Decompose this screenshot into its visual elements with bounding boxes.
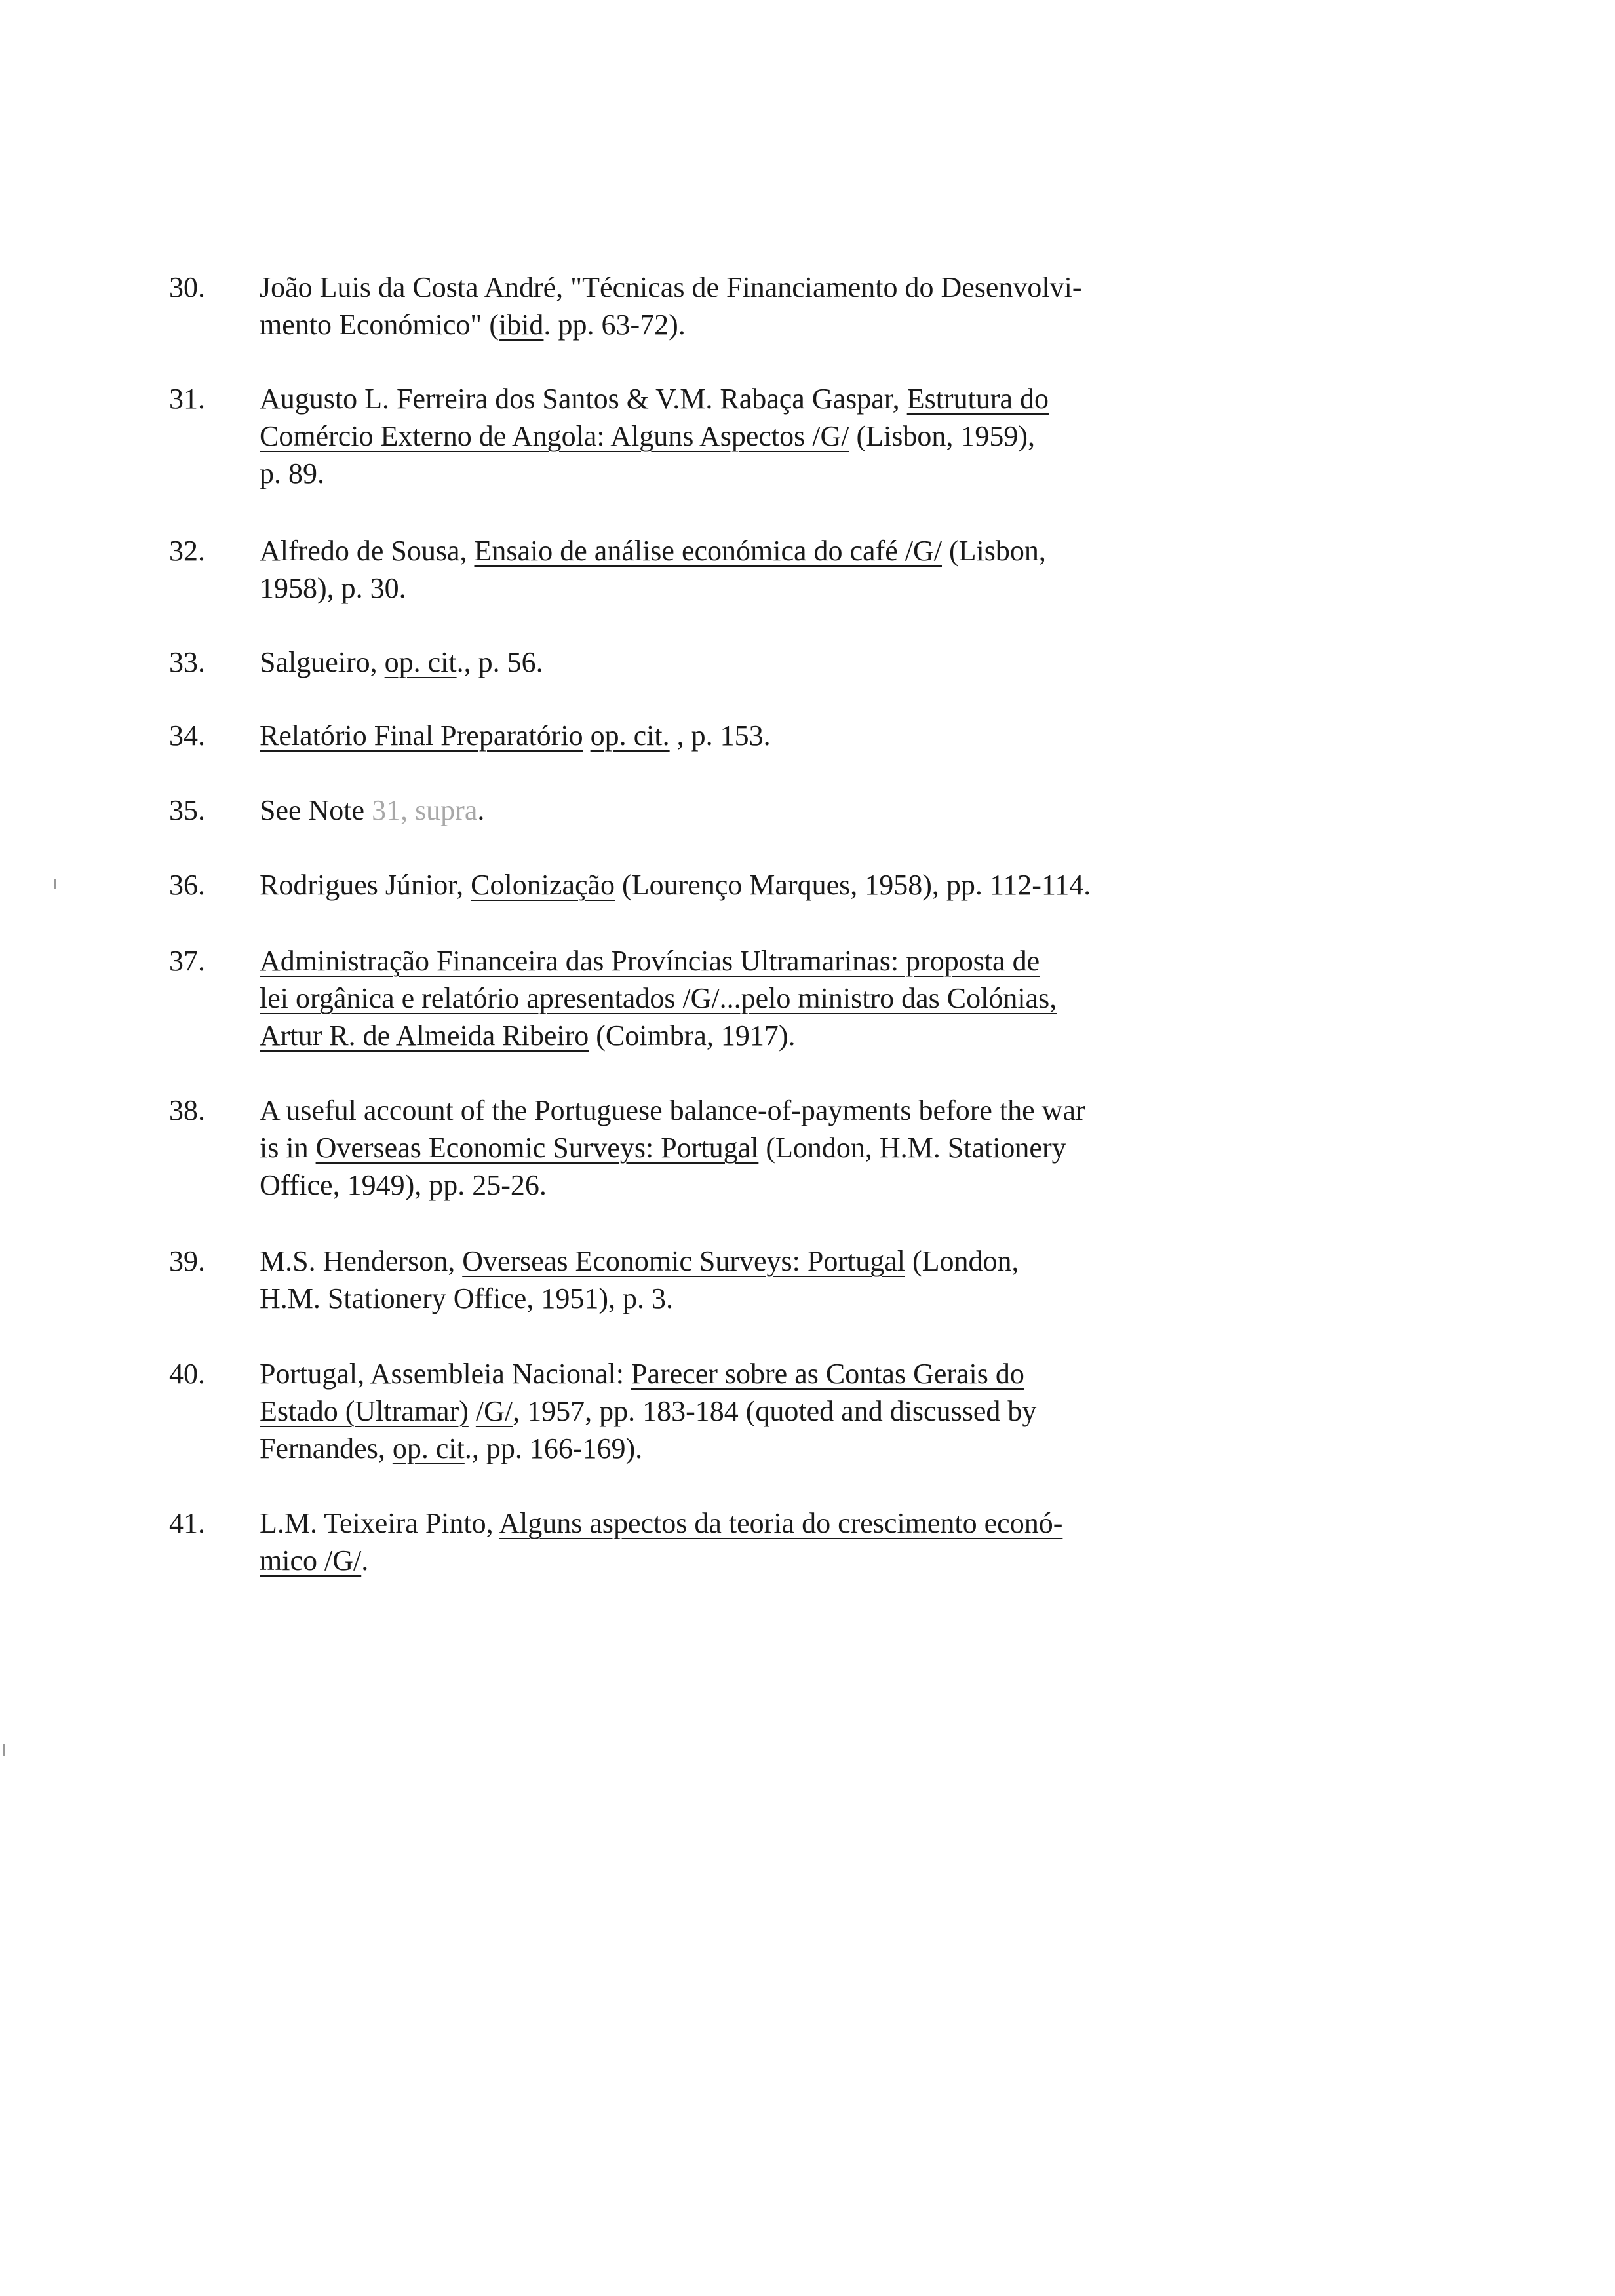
footnote-line (260, 1430, 1374, 1467)
underlined-title: Overseas Economic Surveys: Portugal (462, 1245, 905, 1277)
footnote-line (260, 1166, 1374, 1204)
footnote-number: 34. (169, 719, 205, 752)
text-segment: Augusto L. Ferreira dos Santos & V.M. Rabaça Gaspar, (260, 383, 907, 415)
text-segment: p. 89. (260, 457, 324, 489)
underlined-title: Comércio Externo de Angola: Alguns Aspectos /G/ (260, 420, 849, 452)
footnote-text (260, 717, 1374, 754)
footnote-line (260, 1504, 1374, 1542)
text-segment: See Note (260, 794, 372, 826)
text-segment: L.M. Teixeira Pinto, (260, 1507, 499, 1539)
footnote-line (260, 1092, 1374, 1129)
footnote-line (260, 1129, 1374, 1166)
footnote-text (260, 269, 1374, 343)
footnote-number: 33. (169, 646, 205, 678)
underlined-title: Alguns aspectos da teoria do crescimento econó- (499, 1507, 1063, 1539)
text-segment: M.S. Henderson, (260, 1245, 463, 1277)
text-segment: João Luis da Costa André, "Técnicas de Financiamento do Desenvolvi- (260, 271, 1082, 303)
footnote-text (260, 1504, 1374, 1579)
footnote-line (260, 569, 1374, 607)
footnote-line (260, 942, 1374, 980)
footnote-line (260, 532, 1374, 569)
underlined-title: Colonização (471, 869, 615, 901)
footnote-text (260, 1092, 1374, 1204)
text-segment: 1958), p. 30. (260, 572, 406, 604)
text-segment: Fernandes, (260, 1432, 393, 1464)
footnote-line (260, 1280, 1374, 1317)
underlined-title: Estado (Ultramar) (260, 1395, 469, 1427)
text-segment: (Lisbon, (941, 535, 1046, 567)
footnote-number: 40. (169, 1358, 205, 1390)
scan-speck (3, 1744, 5, 1756)
text-segment: , 1957, pp. 183-184 (quoted and discussed by (513, 1395, 1037, 1427)
text-segment: Office, 1949), pp. 25-26. (260, 1169, 547, 1201)
footnote-text (260, 1355, 1374, 1467)
text-segment: (Lisbon, 1959), (849, 420, 1035, 452)
underlined-title: mico /G/ (260, 1544, 362, 1577)
underlined-title: lei orgânica e relatório apresentados /G/...pelo ministro das Colónias, (260, 982, 1057, 1014)
text-segment: H.M. Stationery Office, 1951), p. 3. (260, 1282, 673, 1314)
footnote-number: 37. (169, 945, 205, 977)
footnote-number: 31. (169, 383, 205, 415)
underlined-title: Overseas Economic Surveys: Portugal (315, 1132, 759, 1164)
underlined-title: Artur R. de Almeida Ribeiro (260, 1020, 589, 1052)
text-segment: A useful account of the Portuguese balance-of-payments before the war (260, 1094, 1085, 1126)
text-segment: 31, supra (372, 794, 478, 826)
footnote-line (260, 1355, 1374, 1392)
text-segment: Portugal, Assembleia Nacional: (260, 1358, 631, 1390)
footnote-line (260, 717, 1374, 754)
footnote-text (260, 1242, 1374, 1317)
footnote-line (260, 643, 1374, 681)
underlined-title: op. cit (384, 646, 457, 678)
footnote-number: 35. (169, 794, 205, 826)
underlined-title: Estrutura do (906, 383, 1049, 415)
footnote-line (260, 866, 1374, 904)
underlined-title: Ensaio de análise económica do café /G/ (474, 535, 942, 567)
text-segment: Alfredo de Sousa, (260, 535, 475, 567)
text-segment: (London, H.M. Stationery (758, 1132, 1066, 1164)
text-segment: ., p. 56. (456, 646, 543, 678)
footnote-text (260, 866, 1374, 904)
footnote-line (260, 792, 1374, 829)
scan-speck (54, 879, 56, 889)
text-segment: , p. 153. (669, 719, 771, 752)
text-segment: (Lourenço Marques, 1958), pp. 112-114. (615, 869, 1091, 901)
footnote-line (260, 1542, 1374, 1579)
footnote-number: 30. (169, 271, 205, 303)
underlined-title: /G/ (475, 1395, 513, 1427)
text-segment (469, 1395, 476, 1427)
footnote-line (260, 417, 1374, 455)
footnote-number: 32. (169, 535, 205, 567)
footnote-text (260, 792, 1374, 829)
footnote-line (260, 455, 1374, 492)
text-segment: mento Económico" ( (260, 309, 499, 341)
footnote-number: 38. (169, 1094, 205, 1126)
text-segment: . pp. 63-72). (543, 309, 686, 341)
text-segment: . (477, 794, 485, 826)
text-segment: Salgueiro, (260, 646, 385, 678)
footnote-text (260, 942, 1374, 1054)
text-segment: (Coimbra, 1917). (589, 1020, 796, 1052)
text-segment: . (361, 1544, 369, 1577)
underlined-title: Parecer sobre as Contas Gerais do (631, 1358, 1024, 1390)
underlined-title: Administração Financeira das Províncias Ultramarinas: proposta de (260, 945, 1040, 977)
footnote-line (260, 306, 1374, 343)
text-segment: Rodrigues Júnior, (260, 869, 471, 901)
footnote-line (260, 1392, 1374, 1430)
footnote-line (260, 980, 1374, 1017)
footnote-text (260, 643, 1374, 681)
footnote-number: 39. (169, 1245, 205, 1277)
footnote-text (260, 532, 1374, 607)
text-segment (583, 719, 591, 752)
footnote-line (260, 1017, 1374, 1054)
footnote-line (260, 269, 1374, 306)
underlined-title: Relatório Final Preparatório (260, 719, 583, 752)
underlined-title: ibid (498, 309, 544, 341)
footnote-number: 36. (169, 869, 205, 901)
underlined-title: op. cit (392, 1432, 465, 1464)
text-segment: ., pp. 166-169). (464, 1432, 643, 1464)
footnote-line (260, 380, 1374, 417)
footnote-number: 41. (169, 1507, 205, 1539)
underlined-title: op. cit. (590, 719, 670, 752)
text-segment: is in (260, 1132, 316, 1164)
footnote-line (260, 1242, 1374, 1280)
footnote-text (260, 380, 1374, 492)
text-segment: (London, (905, 1245, 1019, 1277)
